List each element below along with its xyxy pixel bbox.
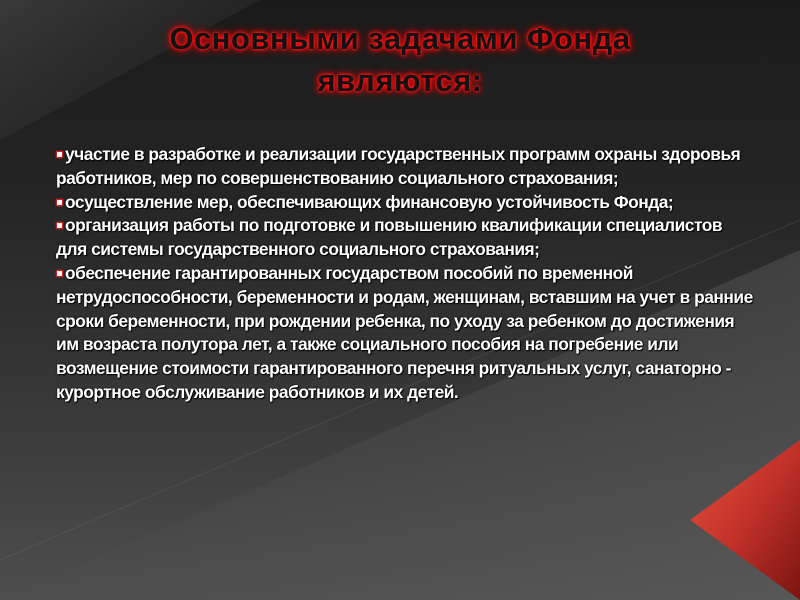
- list-item-text: осуществление мер, обеспечивающих финансовую устойчивость Фонда;: [65, 191, 674, 212]
- title-line-1: Основными задачами Фонда: [169, 21, 631, 56]
- list-item: [56, 262, 756, 405]
- list-item: [56, 143, 756, 191]
- list-item-text: участие в разработке и реализации государственных программ охраны здоровья работников, мер по совершенствованию социального страхования;: [56, 144, 741, 188]
- square-bullet-icon: [56, 222, 63, 229]
- list-item-text: организация работы по подготовке и повышению квалификации специалистов для системы государственного социального страхования;: [56, 215, 723, 260]
- square-bullet-icon: [56, 151, 63, 158]
- slide-title: [0, 18, 800, 102]
- square-bullet-icon: [56, 270, 63, 277]
- task-list: [56, 143, 756, 405]
- list-item-text: обеспечение гарантированных государством пособий по временной нетрудоспособности, беременности и родам, женщинам, вставшим на учет в ранние сроки беременности, при рождении ребенка, по уходу за ребенком до достижения им возраста полутора лет, а также социального пособия на погребение или возмещение стоимости гарантированного перечня ритуальных услуг, санаторно - курортное обслуживание работников и их детей.: [56, 262, 753, 402]
- title-line-2: являются:: [317, 63, 483, 98]
- list-item: [56, 191, 756, 215]
- square-bullet-icon: [56, 199, 63, 206]
- list-item: [56, 214, 756, 262]
